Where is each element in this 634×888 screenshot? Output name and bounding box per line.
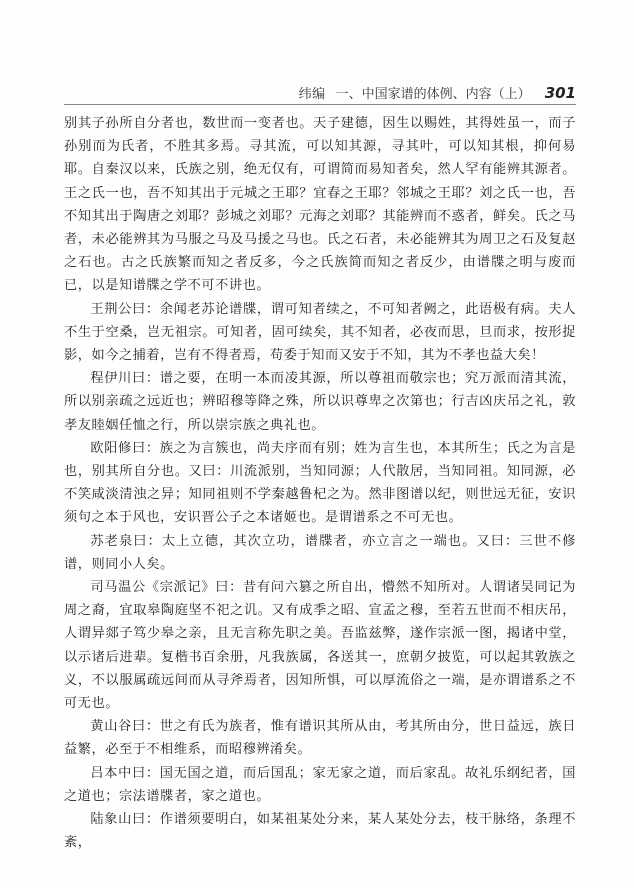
- header-rule: [64, 104, 576, 105]
- paragraph-wang-jinggong: 王荆公曰：余闻老苏论谱牒，谓可知者续之，不可知者阙之，此语极有病。夫人不生于空桑，岂无祖宗。可知者，固可续矣，其不知者，必夜而思，旦而求，按形捉影，如今之捕着，岂有不得者焉，苟委于知而又安于不知，其为不孝也益大矣！: [64, 301, 576, 364]
- paragraph-lu-xiangshan: 陆象山曰：作谱须要明白，如某祖某处分来，某人某处分去，枝干脉络，条理不紊，: [64, 812, 576, 851]
- header-section: 纬编: [298, 87, 326, 102]
- paragraph-su-laoquan: 苏老泉曰：太上立德，其次立功，谱牒者，亦立言之一端也。又曰：三世不修谱，则同小人矣。: [64, 533, 576, 572]
- paragraph-huang-shangu: 黄山谷曰：世之有氏为族者，惟有谱识其所从由，考其所由分，世日益远，族日益繁，必至于不相维系，而昭穆辨淆矣。: [64, 719, 576, 758]
- page-number: 301: [544, 84, 576, 102]
- running-header: [64, 80, 576, 102]
- page-body: [64, 112, 576, 855]
- paragraph-cheng-yichuan: 程伊川曰：谱之要，在明一本而凌其源，所以尊祖而敬宗也；究万派而清其流，所以别亲疏之远近也；辨昭穆等降之殊，所以识尊卑之次第也；行吉凶庆吊之礼，敦孝友睦姻任恤之行，所以崇宗族之典礼也。: [64, 371, 576, 433]
- paragraph-continued: 别其子孙所自分者也，数世而一变者也。天子建德，因生以赐姓，其得姓虽一，而子孙别而为氏者，不胜其多焉。寻其流，可以知其源，寻其叶，可以知其根，抑何易耶。自秦汉以来，氏族之别，绝无仅有，可谓简而易知者矣，然人罕有能辨其源者。王之氏一也，吾不知其出于元城之王耶？宜春之王耶？邻城之王耶？刘之氏一也，吾不知其出于陶唐之刘耶？彭城之刘耶？元海之刘耶？其能辨而不惑者，鲜矣。氏之马者，未必能辨其为马服之马及马援之马也。氏之石者，未必能辨其为周卫之石及复赵之石也。古之氏族繁而知之者反多，今之氏族简而知之者反少，由谱牒之明与废而已，以是知谱牒之学不可不讲也。: [64, 116, 576, 294]
- paragraph-lv-benzhong: 吕本中曰：国无国之道，而后国乱；家无家之道，而后家乱。故礼乐纲纪者，国之道也；宗法谱牒者，家之道也。: [64, 765, 576, 804]
- paragraph-sima-wengong: 司马温公《宗派记》曰：昔有问六篡之所自出，懵然不知所对。人谓诸吴同记为周之裔，宜取皋陶庭坚不祀之讥。又有成季之昭、宣孟之穆，至若五世而不相庆吊，人谓异郯子笃少皋之亲，且无言称先职之美。吾监兹弊，遂作宗派一图，揭诸中堂，以示诸后进辈。复楷书百余册，凡我族属，各送其一，庶朝夕披览，可以起其敦族之义，不以服属疏远间而从寻斧焉者，因知所惧，可以厚流俗之一端，是亦谓谱系之不可无也。: [64, 580, 576, 712]
- header-chapter: 一、中国家谱的体例、内容（上）: [335, 87, 531, 102]
- paragraph-ouyang-xiu: 欧阳修曰：族之为言簇也，尚夫序而有别；姓为言生也，本其所生；氏之为言是也，别其所自分也。又曰：川流派别，当知同源；人代散居，当知同祖。知同源，必不笑咸淡清浊之异；知同祖则不学秦越鲁杞之为。然非图谱以纪，则世远无征，安识须句之本于风也，安识晋公子之本诸姬也。是谓谱系之不可无也。: [64, 440, 576, 526]
